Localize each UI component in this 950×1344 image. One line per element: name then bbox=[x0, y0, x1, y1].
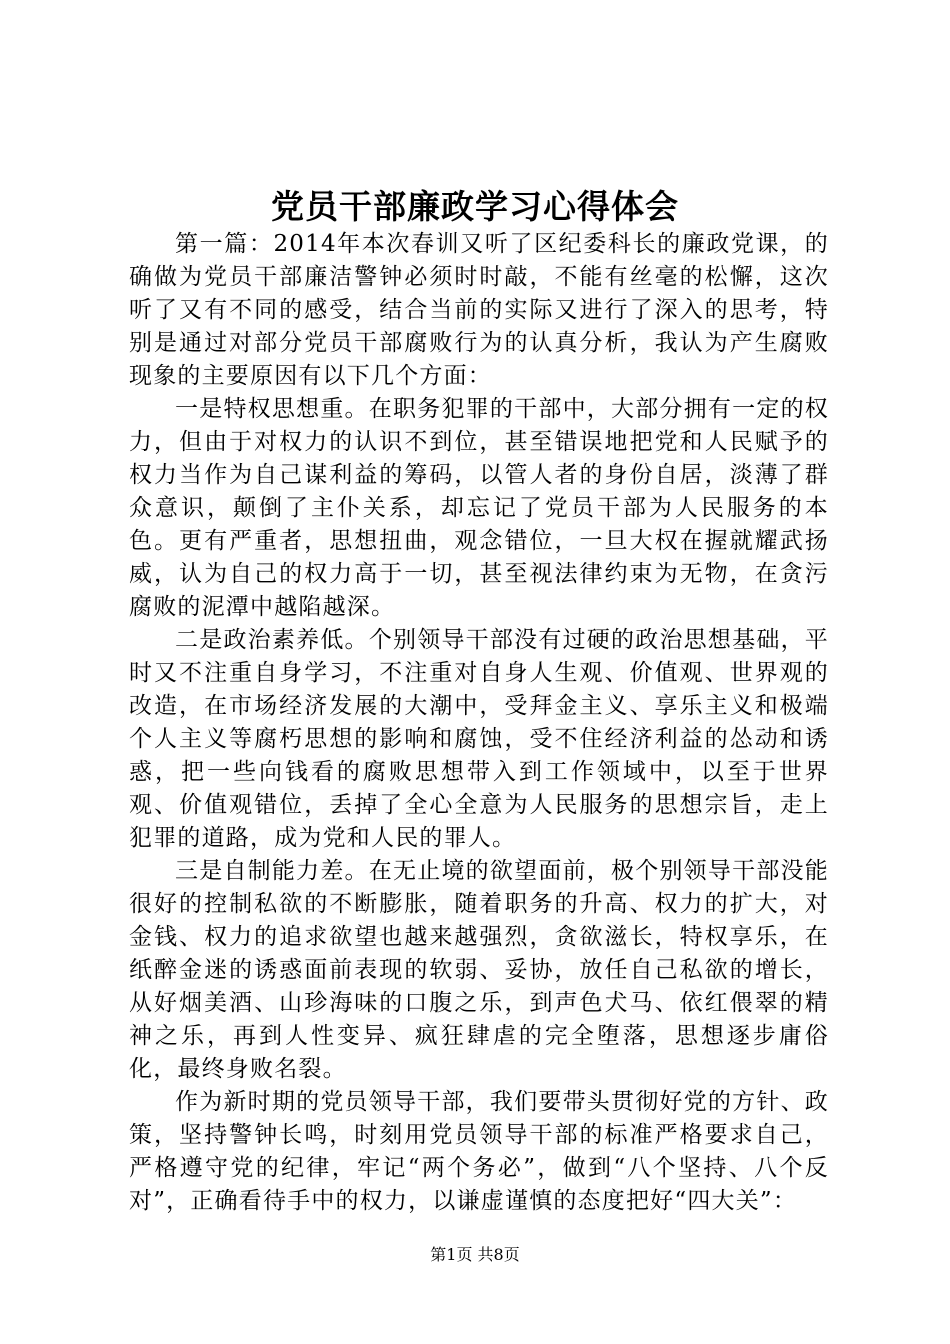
page-title: 党员干部廉政学习心得体会 bbox=[271, 187, 679, 226]
paragraph-point-two: 二是政治素养低。个别领导干部没有过硬的政治思想基础，平时又不注重自身学习，不注重对自身人生观、价值观、世界观的改造，在市场经济发展的大潮中，受拜金主义、享乐主义和极端个人主义等腐朽思想的影响和腐蚀，受不住经济利益的怂动和诱惑，把一些向钱看的腐败思想带入到工作领域中，以至于世界观、价值观错位，丢掉了全心全意为人民服务的思想宗旨，走上犯罪的道路，成为党和人民的罪人。 bbox=[129, 627, 829, 851]
paragraph-point-one: 一是特权思想重。在职务犯罪的干部中，大部分拥有一定的权力，但由于对权力的认识不到位，甚至错误地把党和人民赋予的权力当作为自己谋利益的筹码，以管人者的身份自居，淡薄了群众意识，颠倒了主仆关系，却忘记了党员干部为人民服务的本色。更有严重者，思想扭曲，观念错位，一旦大权在握就耀武扬威，认为自己的权力高于一切，甚至视法律约束为无物，在贪污腐败的泥潭中越陷越深。 bbox=[129, 396, 829, 620]
paragraph-conclusion: 作为新时期的党员领导干部，我们要带头贯彻好党的方针、政策，坚持警钟长鸣，时刻用党员领导干部的标准严格要求自己，严格遵守党的纪律，牢记“两个务必”，做到“八个坚持、八个反对”，正确看待手中的权力，以谦虚谨慎的态度把好“四大关”： bbox=[129, 1089, 829, 1214]
page-number-footer: 第1页 共8页 bbox=[430, 1245, 520, 1264]
paragraph-intro: 第一篇：2014年本次春训又听了区纪委科长的廉政党课，的确做为党员干部廉洁警钟必须时时敲，不能有丝毫的松懈，这次听了又有不同的感受，结合当前的实际又进行了深入的思考，特别是通过对部分党员干部腐败行为的认真分析，我认为产生腐败现象的主要原因有以下几个方面： bbox=[129, 231, 829, 389]
document-body bbox=[129, 228, 829, 1218]
paragraph-point-three: 三是自制能力差。在无止境的欲望面前，极个别领导干部没能很好的控制私欲的不断膨胀，随着职务的升高、权力的扩大，对金钱、权力的追求欲望也越来越强烈，贪欲滋长，特权享乐，在纸醉金迷的诱惑面前表现的软弱、妥协，放任自己私欲的增长，从好烟美酒、山珍海味的口腹之乐，到声色犬马、依红偎翠的精神之乐，再到人性变异、疯狂肆虐的完全堕落，思想逐步庸俗化，最终身败名裂。 bbox=[129, 858, 829, 1082]
